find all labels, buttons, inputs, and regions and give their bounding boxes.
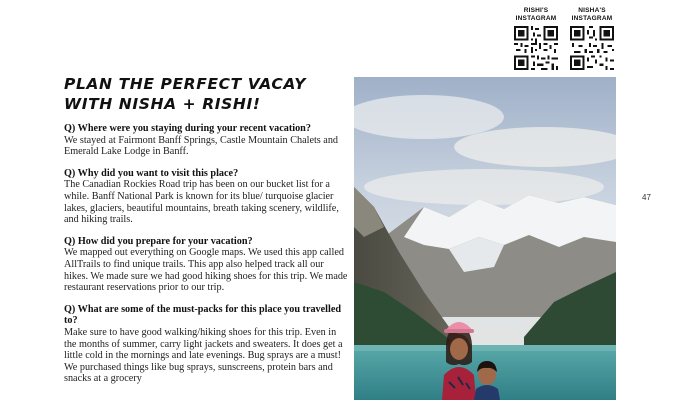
qr-code-icon[interactable] xyxy=(514,26,558,70)
interview-qa xyxy=(64,123,350,395)
qa-item xyxy=(64,236,350,294)
qr-code-icon[interactable] xyxy=(570,26,614,70)
page-number: 47 xyxy=(642,193,651,202)
qr-block-nisha xyxy=(568,7,616,70)
qr-label-nisha: NISHA'S INSTAGRAM xyxy=(571,7,613,22)
answer: The Canadian Rockies Road trip has been on our bucket list for a while. Banff National Park is known for its blue/ turquoise glacier lakes, glaciers, beautiful mountains, breath taking scenery, wildlife, and hiking trails. xyxy=(64,179,339,226)
qr-block-rishi xyxy=(512,7,560,70)
qa-item xyxy=(64,304,350,385)
answer: We mapped out everything on Google maps. We used this app called AllTrails to find unique trails. This app also helped track all our hikes. We made sure we had good hiking shoes for this trip. We made restaurant reservations prior to our trip. xyxy=(64,247,348,294)
qa-item xyxy=(64,123,350,158)
question: Q) What are some of the must-packs for this place you travelled to? xyxy=(64,303,342,327)
question: Q) How did you prepare for your vacation? xyxy=(64,235,253,247)
qa-item xyxy=(64,168,350,226)
answer: We stayed at Fairmont Banff Springs, Castle Mountain Chalets and Emerald Lake Lodge in Banff. xyxy=(64,134,339,158)
question: Q) Where were you staying during your recent vacation? xyxy=(64,123,311,134)
lake-louise-family-photo xyxy=(354,77,616,400)
qr-label-rishi: RISHI'S INSTAGRAM xyxy=(515,7,557,22)
page-title: PLAN THE PERFECT VACAY WITH NISHA + RISHI! xyxy=(64,75,307,113)
photo-illustration xyxy=(354,77,616,400)
question: Q) Why did you want to visit this place? xyxy=(64,167,239,179)
answer: Make sure to have good walking/hiking shoes for this trip. Even in the months of summer, carry light jackets and sweaters. It does get a little cold in the mornings and late evenings. Bug sprays are a must! We purchased things like bug sprays, sunscreens, protein bars and snacks at a grocery xyxy=(64,326,343,385)
